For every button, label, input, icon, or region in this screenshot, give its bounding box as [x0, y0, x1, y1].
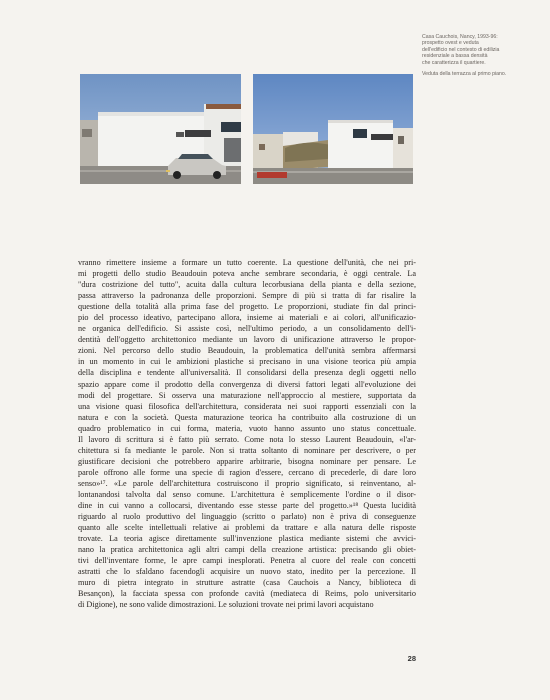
body-line: in un momento in cui le ambizioni plastiche si precisano in una visione teorica più ampia [78, 357, 416, 367]
article-body [78, 257, 416, 611]
body-line: parole offrono alle forme una specie di ragion d'essere, cercano di precederle, di dare loro [78, 467, 416, 477]
body-line: Besançon), la facciata spessa con profonde cavità (mediateca di Reims, polo universitario [78, 589, 416, 599]
caption-terrace: Veduta della terrazza al primo piano. [422, 71, 507, 78]
photo-west-elevation-image [80, 74, 241, 184]
page-number: 28 [407, 654, 416, 663]
body-line: ne organica dell'edificio. Si assiste così, nell'ultimo periodo, a un consolidamento dell'i- [78, 324, 416, 334]
body-line: lontanandosi talvolta dal senso comune. L'architettura è semplicemente l'ordine o il disor- [78, 489, 416, 499]
body-line: di Digione), ne sono valide dimostrazioni. Le soluzioni trovate nei primi lavori acquistano [78, 600, 374, 610]
body-line: giustificare decisioni che potrebbero apparire arbitrarie, bisogna nominare per pensare. Le [78, 456, 416, 466]
body-line: dine in cui vanno a collocarsi, diventando esse stesse parte del progetto.»¹⁸ Questa lucidità [78, 501, 416, 511]
body-line: senso»¹⁷. «Le parole dell'architettura costruiscono il proprio significato, si reinventano, al- [78, 478, 416, 488]
caption-line: Casa Cauchois, Nancy, 1993-96: [422, 34, 498, 40]
caption-line: che caratterizza il quartiere. [422, 59, 486, 66]
photo-caption [422, 34, 540, 77]
body-line: astratti che lo sfaldano facendogli acquisire un nuovo stato, inedito per la percezione. Il [78, 567, 416, 577]
body-line: zioni. Nel percorso dello studio Beaudouin, la problematica dell'unità sembra affermarsi [78, 346, 416, 356]
body-line: modi del progettare. Si osserva una maturazione nell'approccio al mestiere, supportata da [78, 390, 416, 400]
body-line: chitettura si fa mediante le parole. Non si tratta soltanto di nominare per descrivere, o per [78, 445, 416, 455]
body-line: passa attraverso la padronanza delle proporzioni. Sempre di più si tratta di far risalire la [78, 291, 416, 301]
body-line: mi progetti dello studio Beaudouin poteva anche sembrare secondaria, è oggi centrale. La [78, 269, 416, 279]
body-line: tivi dell'inventare forme, le apre campi inesplorati. Penetra al cuore del reale con concetti [78, 556, 416, 566]
caption-line: prospetto ovest e veduta [422, 40, 479, 47]
caption-line: dell'edificio nel contesto di edilizia [422, 46, 500, 53]
body-line: vranno rimettere insieme a formare un tutto coerente. La questione dell'unità, che nei pri- [78, 258, 416, 267]
body-line: pio del processo ideativo, partecipano allora, insieme ai materiali e ai colori, all'unificazio- [78, 313, 416, 323]
body-line: "dura costrizione del tutto", acuita dalla cultura lecorbusiana della pianta e della sezione, [78, 280, 416, 290]
body-line: quanto alle scelte intellettuali relative ai problemi da trattare e alla natura delle risposte [78, 523, 416, 533]
body-line: una visione quasi filosofica dell'architettura, considerata nei suoi rapporti essenziali con la [78, 401, 416, 411]
caption-main [422, 34, 540, 66]
photo-west-elevation [80, 74, 241, 184]
photo-terrace-image [253, 74, 413, 184]
body-line: quadro problematico in cui forma, materia, vuoto hanno assunto uno status concettuale. [78, 423, 416, 433]
body-line: natura e con la società. Questa maturazione teorica ha contribuito alla costruzione di un [78, 412, 416, 422]
body-line: dentità dell'oggetto architettonico mediante un lavoro di unificazione attraverso le propor- [78, 335, 416, 345]
body-line: della disciplina e tendente all'universalità. Il consolidarsi della presenza degli oggetti nello [78, 368, 416, 378]
caption-line: residenziale a bassa densità [422, 53, 488, 60]
body-line: muro di pietra integrato in strutture astratte (casa Cauchois a Nancy, biblioteca di [78, 578, 416, 588]
body-line: trovate. La teoria agisce direttamente sull'invenzione plastica mediante sistemi che avvici- [78, 534, 416, 544]
photo-terrace [253, 74, 413, 184]
body-line: spazio appare come il prodotto della convergenza di diversi fattori legati all'evoluzione dei [78, 379, 416, 389]
body-line: riguardo al ruolo produttivo del linguaggio (scritto o parlato) non è priva di conseguenze [78, 512, 416, 522]
body-line: Il lavoro di scrittura si è fatto più serrato. Come nota lo stesso Laurent Beaudouin, «l'ar- [78, 434, 416, 444]
body-line: nano la pratica architettonica agli altri campi della creazione artistica: precisando gli obiet- [78, 545, 416, 555]
body-line: questione della totalità alla prima fase del progetto. Le proporzioni, studiate fin dal princi- [78, 302, 416, 312]
